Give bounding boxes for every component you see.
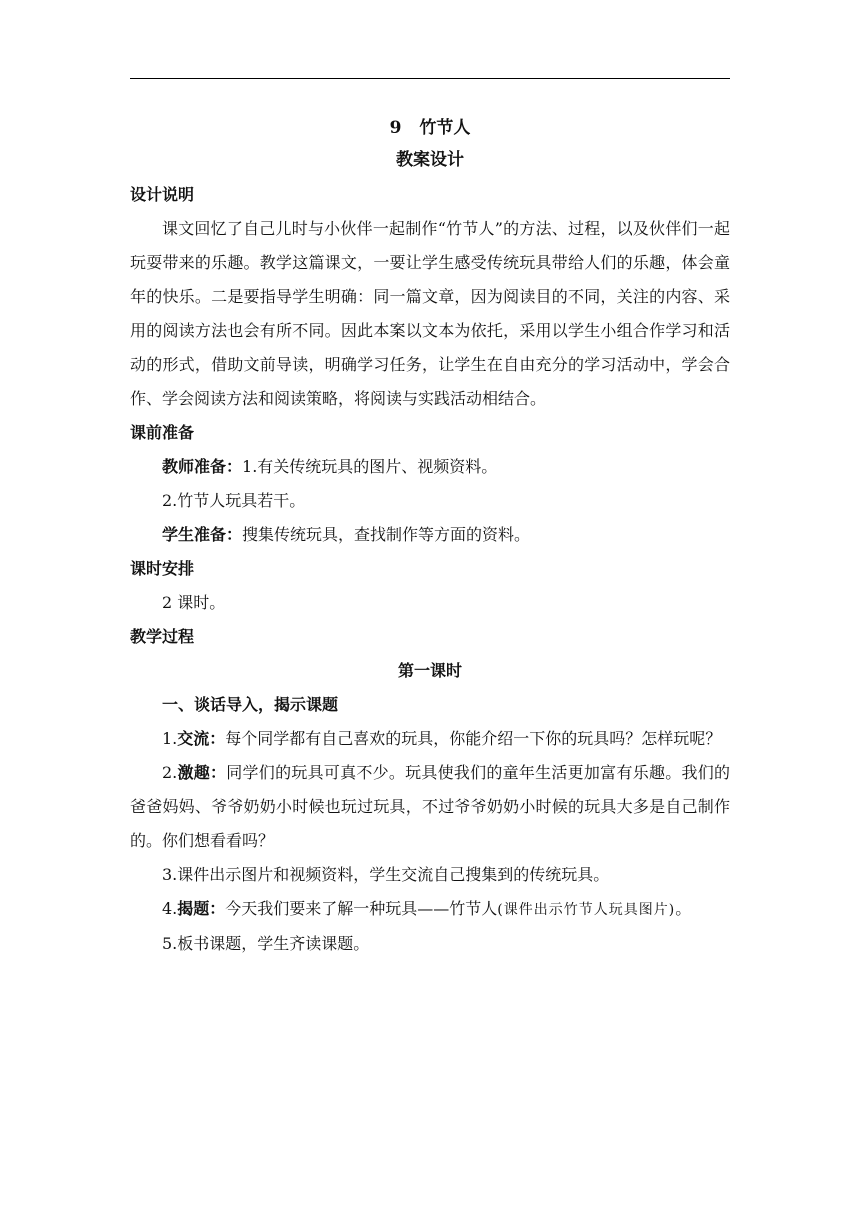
process-item-5: 5.板书课题，学生齐读课题。 — [162, 934, 370, 953]
process-item-3: 3.课件出示图片和视频资料，学生交流自己搜集到的传统玩具。 — [162, 865, 610, 884]
teacher-preparation-item2: 2.竹节人玩具若干。 — [162, 491, 306, 510]
item4-number: 4. — [162, 899, 178, 918]
item2-number: 2. — [162, 763, 178, 782]
item4-text: 今天我们要来了解一种玩具——竹节人 — [225, 899, 498, 918]
process-item-2 — [130, 756, 730, 858]
student-preparation-text: 搜集传统玩具，查找制作等方面的资料。 — [242, 525, 531, 544]
item4-label: 揭题： — [177, 899, 226, 918]
preparation-heading: 课前准备 — [130, 423, 195, 442]
lesson-title-line — [130, 112, 730, 144]
item1-label: 交流： — [177, 729, 226, 748]
lesson1-title: 第一课时 — [397, 661, 462, 680]
lesson-number: 9 — [389, 118, 402, 138]
schedule-text: 2 课时。 — [162, 593, 226, 612]
process-item-1 — [130, 722, 730, 756]
document-subtitle: 教案设计 — [396, 150, 464, 170]
item2-label: 激趣： — [177, 763, 227, 782]
schedule-heading: 课时安排 — [130, 559, 195, 578]
item2-text: 同学们的玩具可真不少。玩具使我们的童年生活更加富有乐趣。我们的爸爸妈妈、爷爷奶奶小时候也玩过玩具，不过爷爷奶奶小时候的玩具大多是自己制作的。你们想看看吗？ — [130, 763, 730, 850]
lesson-title: 竹节人 — [419, 118, 471, 138]
student-preparation — [130, 518, 730, 552]
process-item-4 — [130, 892, 730, 927]
header-rule — [130, 78, 730, 79]
teacher-preparation-item1: 1.有关传统玩具的图片、视频资料。 — [242, 457, 498, 476]
teacher-preparation — [130, 450, 730, 484]
section1-title: 一、谈话导入，揭示课题 — [162, 695, 339, 714]
item1-text: 每个同学都有自己喜欢的玩具，你能介绍一下你的玩具吗？怎样玩呢？ — [225, 729, 722, 748]
item4-parenthetical: (课件出示竹节人玩具图片) — [497, 902, 676, 918]
document-content — [130, 112, 730, 961]
design-notes-heading: 设计说明 — [130, 185, 195, 204]
student-preparation-label: 学生准备： — [162, 525, 243, 544]
design-notes-body: 课文回忆了自己儿时与小伙伴一起制作“竹节人”的方法、过程，以及伙伴们一起玩耍带来的乐趣。教学这篇课文，一要让学生感受传统玩具带给人们的乐趣，体会童年的快乐。二是要指导学生明确：同一篇文章，因为阅读目的不同，关注的内容、采用的阅读方法也会有所不同。因此本案以文本为依托，采用以学生小组合作学习和活动的形式，借助文前导读，明确学习任务，让学生在自由充分的学习活动中，学会合作、学会阅读方法和阅读策略，将阅读与实践活动相结合。 — [130, 219, 730, 408]
process-heading: 教学过程 — [130, 627, 195, 646]
item4-end: 。 — [675, 899, 692, 918]
item1-number: 1. — [162, 729, 178, 748]
teacher-preparation-label: 教师准备： — [162, 457, 243, 476]
